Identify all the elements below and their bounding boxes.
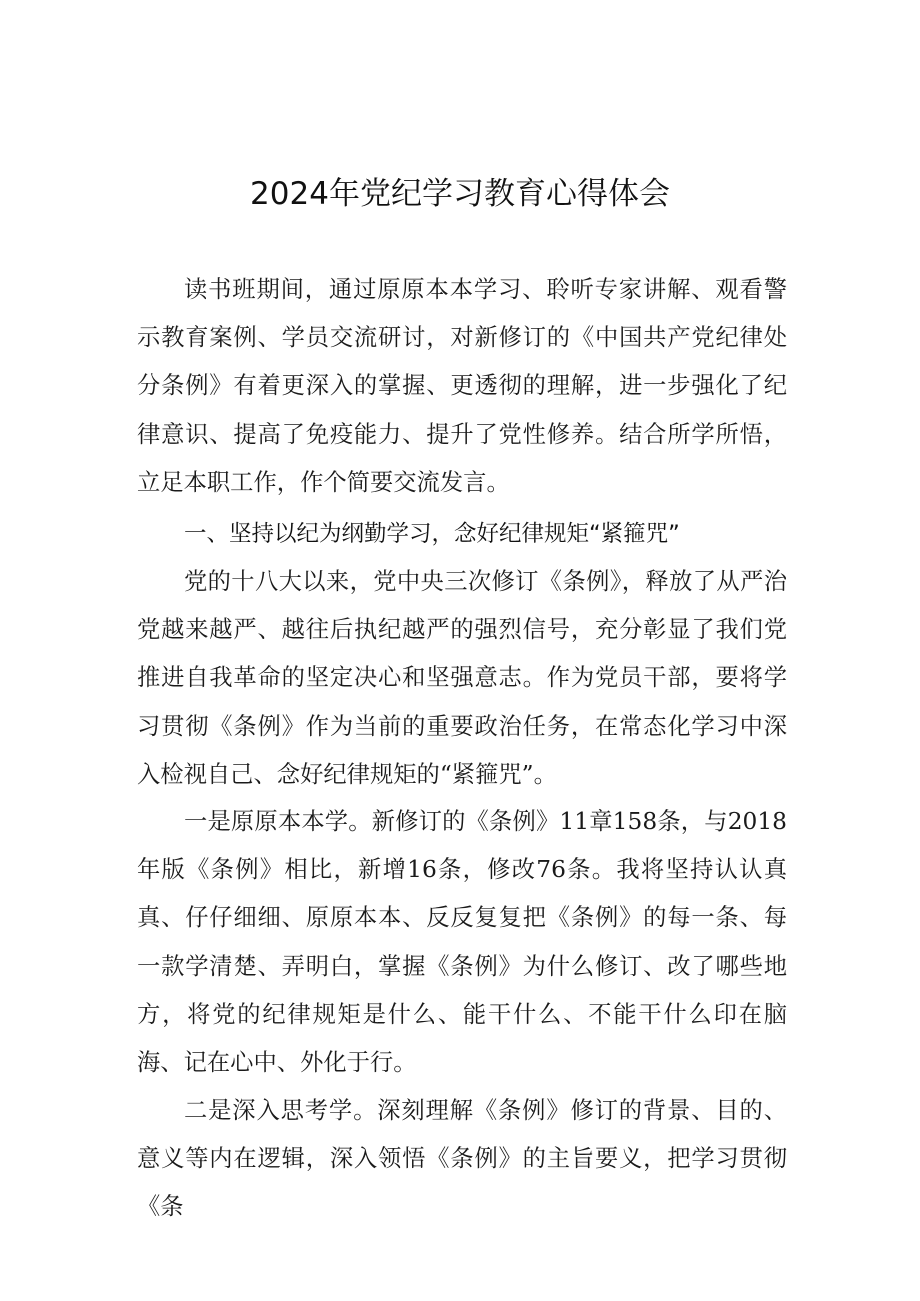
section-1-paragraph-2-text: 一是原原本本学。新修订的《条例》11章158条，与2018年版《条例》相比，新增16条，修改76条。我将坚持认认真真、仔仔细细、原原本本、反反复复把《条例》的每一条、每一款学清楚、弄明白，掌握《条例》为什么修订、改了哪些地方，将党的纪律规矩是什么、能干什么、不能干什么印在脑海、记在心中、外化于行。	[137, 808, 787, 1077]
intro-text: 读书班期间，通过原原本本学习、聆听专家讲解、观看警示教育案例、学员交流研讨，对新修订的《中国共产党纪律处分条例》有着更深入的掌握、更透彻的理解，进一步强化了纪律意识、提高了免疫能力、提升了党性修养。结合所学所悟，立足本职工作，作个简要交流发言。	[137, 276, 787, 496]
document-title: 2024年党纪学习教育心得体会	[250, 176, 670, 212]
section-1-paragraph-1-text: 党的十八大以来，党中央三次修订《条例》，释放了从严治党越来越严、越往后执纪越严的强烈信号，充分彰显了我们党推进自我革命的坚定决心和坚强意志。作为党员干部，要将学习贯彻《条例》作为当前的重要政治任务，在常态化学习中深入检视自己、念好纪律规矩的“紧箍咒”。	[137, 568, 787, 788]
section-1-paragraph-1	[137, 558, 787, 799]
intro-paragraph	[137, 266, 787, 507]
section-1-heading: 一、坚持以纪为纲勤学习，念好纪律规矩“紧箍咒”	[184, 521, 680, 547]
section-1-paragraph-3-text: 二是深入思考学。深刻理解《条例》修订的背景、目的、意义等内在逻辑，深入领悟《条例》的主旨要义，把学习贯彻《条	[137, 1097, 787, 1221]
section-1-paragraph-2	[137, 798, 787, 1087]
section-1-paragraph-3	[137, 1087, 787, 1232]
